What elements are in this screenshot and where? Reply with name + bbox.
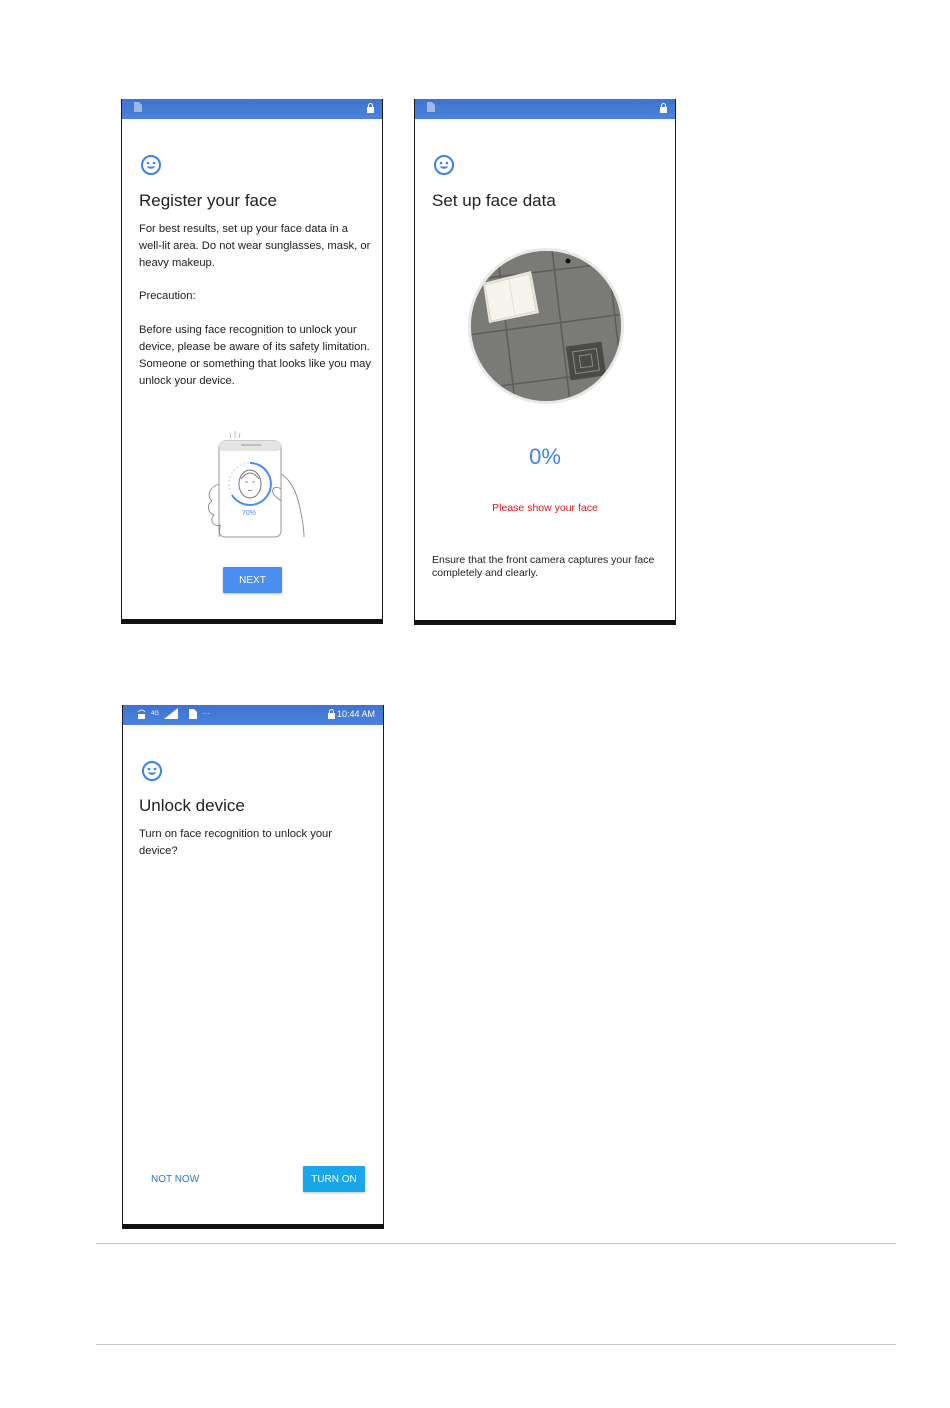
signal-icon: [164, 708, 178, 719]
unlock-question: Turn on face recognition to unlock your device?: [139, 828, 332, 857]
status-time: 10:44 AM: [336, 709, 375, 719]
status-bar: [122, 99, 382, 119]
lock-icon: [367, 103, 374, 113]
sim-card-icon: [427, 102, 435, 112]
status-bar: [415, 99, 675, 119]
turn-on-button[interactable]: TURN ON: [303, 1166, 365, 1192]
volte-icon: [137, 708, 146, 719]
next-button[interactable]: NEXT: [223, 567, 282, 593]
instruction-text: Ensure that the front camera captures your face completely and clearly.: [432, 554, 655, 579]
precaution-paragraph: Before using face recognition to unlock your device, please be aware of its safety limitation. Someone or something that looks like you may unlock your device.: [139, 324, 371, 387]
lock-icon: [660, 103, 667, 113]
network-type: 4G: [151, 710, 160, 717]
face-scan-illustration: [204, 429, 308, 539]
status-bar: [123, 705, 383, 725]
illustration-percent: 70%: [242, 510, 257, 517]
setup-face-data-screen: [414, 99, 676, 625]
precaution-heading: Precaution:: [139, 290, 196, 303]
warning-text: Please show your face: [492, 502, 598, 514]
register-face-screen: [121, 99, 383, 624]
instructions-text: [139, 221, 371, 389]
page-divider-bottom: [96, 1344, 896, 1345]
smiley-face-icon: [140, 154, 162, 176]
progress-percent: 0%: [529, 444, 561, 469]
lock-icon: [328, 709, 335, 719]
more-notifications-icon: ···: [202, 709, 211, 718]
page-title: Unlock device: [139, 796, 245, 815]
not-now-button[interactable]: NOT NOW: [151, 1174, 200, 1185]
page-title: Register your face: [139, 191, 277, 210]
unlock-device-screen: [122, 705, 384, 1229]
smiley-face-icon: [433, 154, 455, 176]
sim-card-icon: [134, 102, 142, 112]
sim-card-icon: [189, 709, 197, 719]
smiley-face-icon: [141, 760, 163, 782]
instruction-paragraph: For best results, set up your face data in a well-lit area. Do not wear sunglasses, mask, or heavy makeup.: [139, 223, 371, 269]
camera-preview: [468, 248, 624, 404]
page-divider-top: [96, 1243, 896, 1244]
page-title: Set up face data: [432, 191, 556, 210]
